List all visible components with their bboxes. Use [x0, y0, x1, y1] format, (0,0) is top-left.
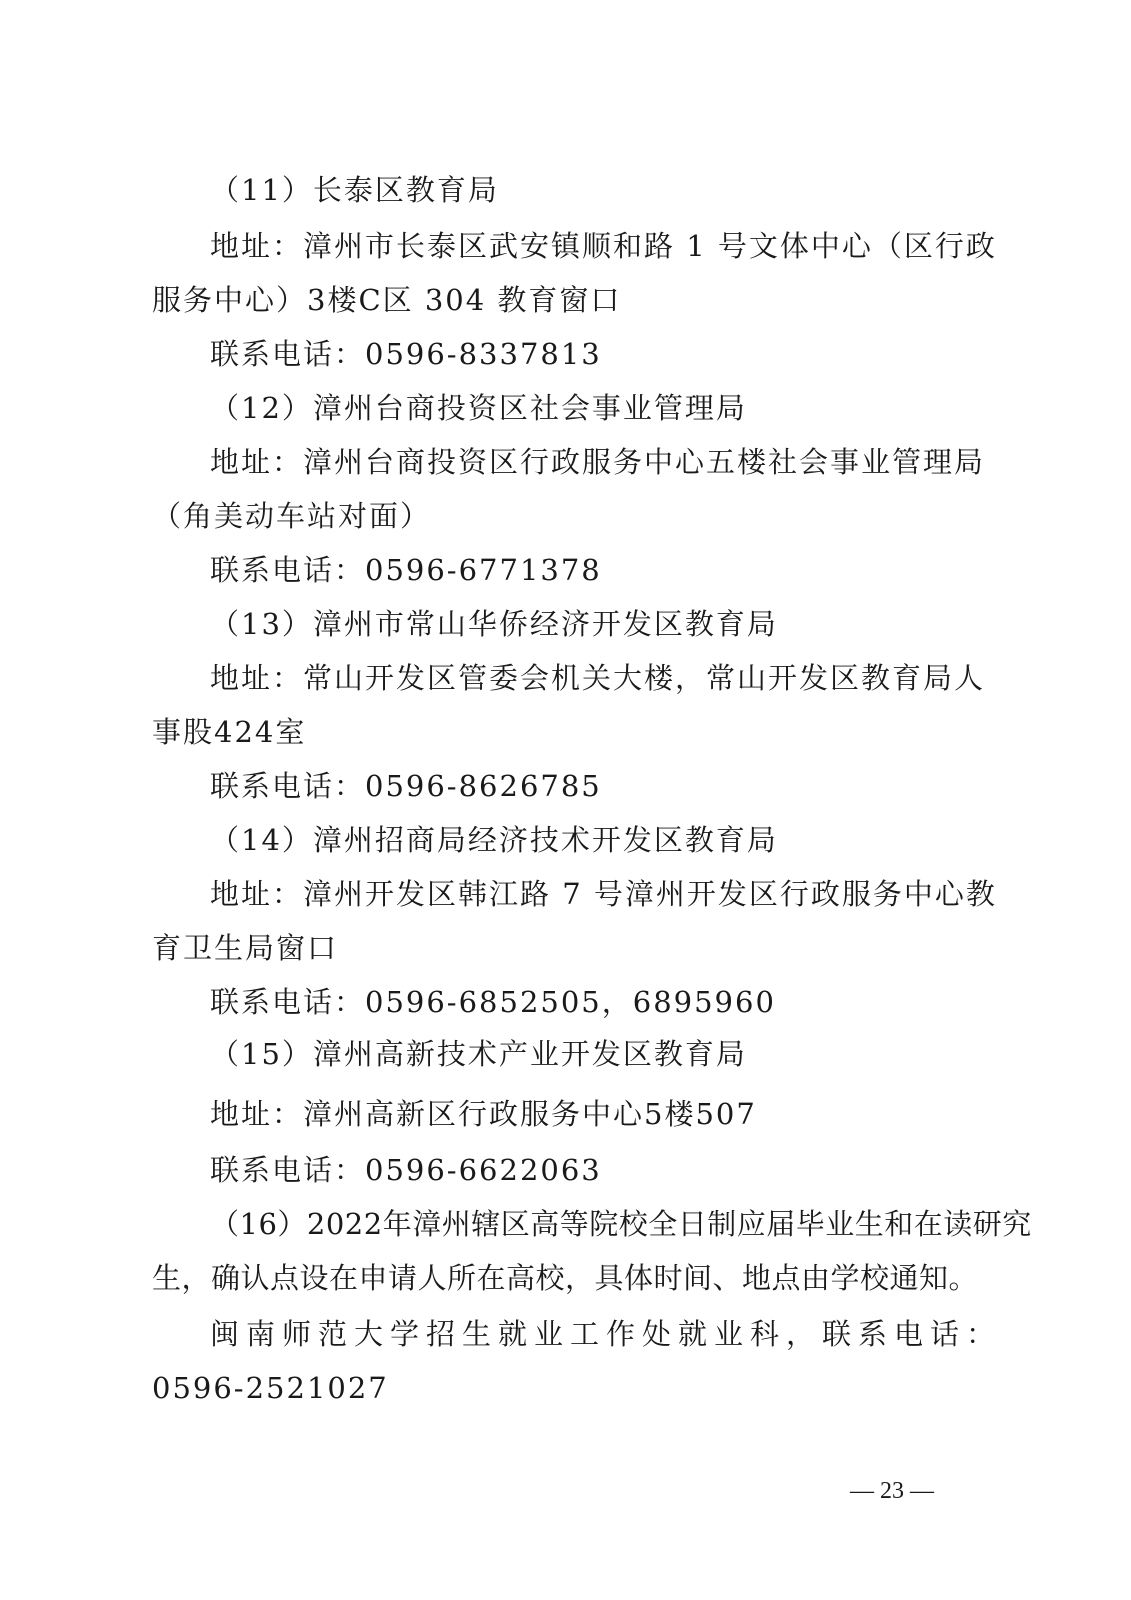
section-15-phone: 联系电话：0596-6622063: [210, 1153, 602, 1187]
section-13-address: 地址：常山开发区管委会机关大楼，常山开发区教育局人: [210, 661, 986, 695]
section-14-address: 地址：漳州开发区韩江路 7 号漳州开发区行政服务中心教: [210, 877, 997, 911]
section-12-phone: 联系电话：0596-6771378: [210, 553, 602, 587]
section-15-address: 地址：漳州高新区行政服务中心5楼507: [210, 1097, 757, 1131]
section-11-heading: （11）长泰区教育局: [210, 173, 499, 207]
university-contact-label: 闽南师范大学招生就业工作处就业科，联系电话：: [210, 1317, 1003, 1351]
university-contact-phone: 0596-2521027: [152, 1371, 389, 1405]
page-number: — 23 —: [850, 1478, 934, 1504]
section-12-heading: （12）漳州台商投资区社会事业管理局: [210, 391, 747, 425]
section-13-phone: 联系电话：0596-8626785: [210, 769, 602, 803]
section-13-address-cont: 事股424室: [152, 715, 307, 749]
section-14-heading: （14）漳州招商局经济技术开发区教育局: [210, 823, 778, 857]
section-16-paragraph: （16）2022年漳州辖区高等院校全日制应届毕业生和在读研究: [210, 1207, 1032, 1241]
section-11-address: 地址：漳州市长泰区武安镇顺和路 1 号文体中心（区行政: [210, 229, 997, 263]
section-11-address-cont: 服务中心）3楼C区 304 教育窗口: [152, 283, 622, 317]
section-14-address-cont: 育卫生局窗口: [152, 931, 339, 965]
section-13-heading: （13）漳州市常山华侨经济开发区教育局: [210, 607, 778, 641]
section-11-phone: 联系电话：0596-8337813: [210, 337, 602, 371]
section-14-phone: 联系电话：0596-6852505，6895960: [210, 985, 776, 1019]
section-12-address-cont: （角美动车站对面）: [152, 499, 432, 533]
section-15-heading: （15）漳州高新技术产业开发区教育局: [210, 1037, 747, 1071]
section-12-address: 地址：漳州台商投资区行政服务中心五楼社会事业管理局: [210, 445, 986, 479]
section-16-paragraph-cont: 生，确认点设在申请人所在高校，具体时间、地点由学校通知。: [152, 1261, 979, 1295]
